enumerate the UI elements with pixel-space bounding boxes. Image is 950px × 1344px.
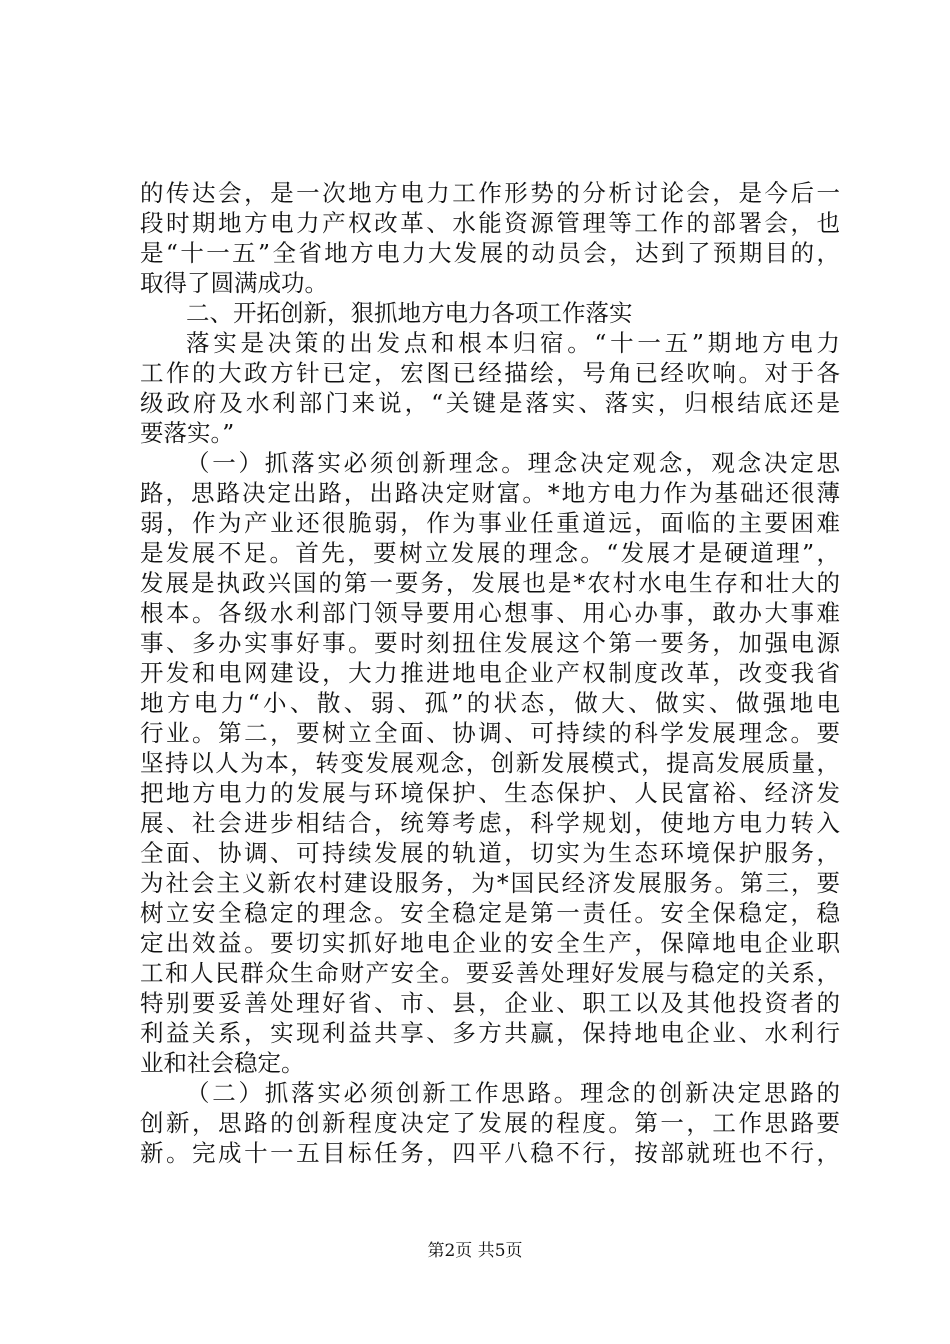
text-line: 业和社会稳定。 <box>140 1049 305 1077</box>
text-line: 是发展不足。首先，要树立发展的理念。“发展才是硬道理”， <box>140 539 840 567</box>
page-number-footer: 第2页 共5页 <box>427 1241 523 1261</box>
section-heading: 二、开拓创新，狠抓地方电力各项工作落实 <box>186 299 633 327</box>
text-line: （一）抓落实必须创新理念。理念决定观念，观念决定思 <box>186 449 840 477</box>
text-line: 树立安全稳定的理念。安全稳定是第一责任。安全保稳定，稳 <box>140 899 840 927</box>
text-line: （二）抓落实必须创新工作思路。理念的创新决定思路的 <box>186 1079 840 1107</box>
text-line: 行业。第二，要树立全面、协调、可持续的科学发展理念。要 <box>140 719 840 747</box>
text-line: 工作的大政方针已定，宏图已经描绘，号角已经吹响。对于各 <box>140 359 840 387</box>
text-line: 工和人民群众生命财产安全。要妥善处理好发展与稳定的关系， <box>140 959 840 987</box>
text-line: 发展是执政兴国的第一要务，发展也是*农村水电生存和壮大的 <box>140 569 840 597</box>
text-line: 利益关系，实现利益共享、多方共赢，保持地电企业、水利行 <box>140 1019 840 1047</box>
text-line: 展、社会进步相结合，统筹考虑，科学规划，使地方电力转入 <box>140 809 840 837</box>
text-line: 新。完成十一五目标任务，四平八稳不行，按部就班也不行， <box>140 1139 840 1167</box>
text-line: 路，思路决定出路，出路决定财富。*地方电力作为基础还很薄 <box>140 479 840 507</box>
text-line: 为社会主义新农村建设服务，为*国民经济发展服务。第三，要 <box>140 869 840 897</box>
text-line: 弱，作为产业还很脆弱，作为事业任重道远，面临的主要困难 <box>140 509 840 537</box>
text-line: 根本。各级水利部门领导要用心想事、用心办事，敢办大事难 <box>140 599 840 627</box>
text-line: 定出效益。要切实抓好地电企业的安全生产，保障地电企业职 <box>140 929 840 957</box>
text-line: 把地方电力的发展与环境保护、生态保护、人民富裕、经济发 <box>140 779 840 807</box>
text-line: 的传达会，是一次地方电力工作形势的分析讨论会，是今后一 <box>140 179 840 207</box>
document-body <box>140 178 840 1168</box>
text-line: 事、多办实事好事。要时刻扭住发展这个第一要务，加强电源 <box>140 629 840 657</box>
text-line: 特别要妥善处理好省、市、县，企业、职工以及其他投资者的 <box>140 989 840 1017</box>
text-line: 创新，思路的创新程度决定了发展的程度。第一，工作思路要 <box>140 1109 840 1137</box>
text-line: 要落实。” <box>140 419 235 447</box>
text-line: 段时期地方电力产权改革、水能资源管理等工作的部署会，也 <box>140 209 840 237</box>
text-line: 开发和电网建设，大力推进地电企业产权制度改革，改变我省 <box>140 659 840 687</box>
text-line: 取得了圆满成功。 <box>140 269 328 297</box>
text-line: 坚持以人为本，转变发展观念，创新发展模式，提高发展质量， <box>140 749 840 777</box>
text-line: 是“十一五”全省地方电力大发展的动员会，达到了预期目的， <box>140 239 840 267</box>
text-line: 全面、协调、可持续发展的轨道，切实为生态环境保护服务， <box>140 839 840 867</box>
text-line: 级政府及水利部门来说，“关键是落实、落实，归根结底还是 <box>140 389 840 417</box>
text-line: 地方电力“小、散、弱、孤”的状态，做大、做实、做强地电 <box>140 689 840 717</box>
text-line: 落实是决策的出发点和根本归宿。“十一五”期地方电力 <box>186 329 840 357</box>
